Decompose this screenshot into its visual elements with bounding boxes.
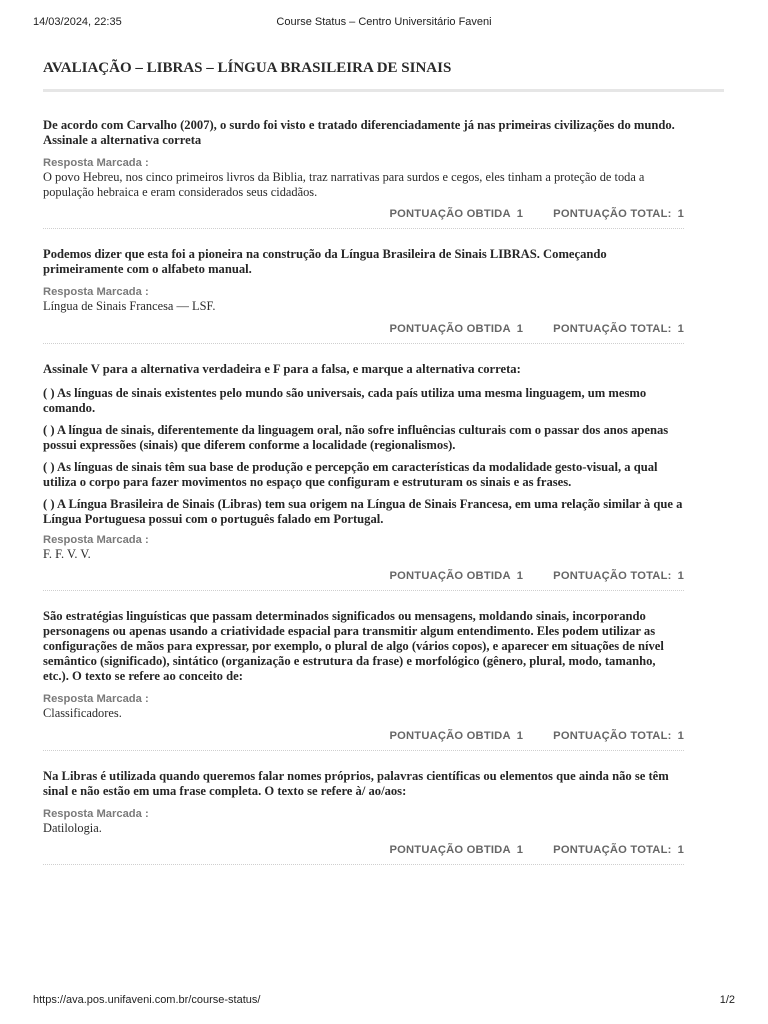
score-row bbox=[43, 844, 684, 856]
answer-label: Resposta Marcada : bbox=[43, 533, 149, 546]
score-total bbox=[553, 570, 684, 582]
score-total-value: 1 bbox=[677, 208, 684, 220]
answer-text: Classificadores. bbox=[43, 706, 122, 720]
question-statement: ( ) As línguas de sinais existentes pelo mundo são universais, cada país utiliza uma mesma linguagem, um mesmo comando. bbox=[43, 385, 647, 415]
question-text: Assinale V para a alternativa verdadeira e F para a falsa, e marque a alternativa correta: bbox=[43, 361, 521, 376]
question-block bbox=[43, 763, 684, 866]
page-title: AVALIAÇÃO – LIBRAS – LÍNGUA BRASILEIRA DE SINAIS bbox=[43, 60, 724, 92]
score-total-label: PONTUAÇÃO TOTAL: bbox=[553, 844, 672, 856]
question-statement: ( ) As línguas de sinais têm sua base de produção e percepção em características da modalidade gesto-visual, a qual utiliza o corpo para fazer movimentos no espaço que configuram e estruturam os sinais e as frases. bbox=[43, 459, 658, 489]
score-total-value: 1 bbox=[677, 844, 684, 856]
question-block bbox=[43, 112, 684, 229]
question-text: Na Libras é utilizada quando queremos falar nomes próprios, palavras científicas ou elementos que ainda não se têm sinal e não estão em uma frase completa. O texto se refere à/ ao/aos: bbox=[43, 768, 669, 798]
question-statement: ( ) A Língua Brasileira de Sinais (Libras) tem sua origem na Língua de Sinais Francesa, em uma relação similar à que a Língua Portuguesa possui com o português falado em Portugal. bbox=[43, 496, 683, 526]
question-block bbox=[43, 241, 684, 344]
question-text: São estratégias linguísticas que passam determinados significados ou mensagens, moldando sinais, incorporando personagens ou apenas usando a criatividade espacial para transmitir algum entendimento. Eles podem utilizar as configurações de mãos para expressar, por exemplo, o plural de algo (vários copos), e aparecer em situações de nível semântico (significado), sintático (organização e estrutura da frase) e morfológico (gênero, plural, modo, tamanho, etc.). O texto se refere ao conceito de: bbox=[43, 609, 664, 683]
question-block bbox=[43, 603, 684, 751]
score-obtained-value: 1 bbox=[516, 844, 524, 856]
answer-label: Resposta Marcada : bbox=[43, 807, 149, 820]
score-total bbox=[553, 323, 684, 335]
score-obtained bbox=[389, 844, 523, 856]
score-obtained-value: 1 bbox=[516, 322, 524, 335]
score-total-label: PONTUAÇÃO TOTAL: bbox=[553, 729, 672, 742]
print-page-number: 1/2 bbox=[719, 994, 735, 1006]
score-total-label: PONTUAÇÃO TOTAL: bbox=[553, 208, 672, 220]
answer-label: Resposta Marcada : bbox=[43, 693, 149, 705]
print-datetime: 14/03/2024, 22:35 bbox=[33, 16, 122, 28]
score-obtained bbox=[389, 730, 523, 742]
score-row bbox=[43, 570, 684, 582]
score-obtained-label: PONTUAÇÃO OBTIDA bbox=[389, 322, 511, 335]
score-row bbox=[43, 208, 684, 220]
score-total bbox=[553, 730, 684, 742]
score-total-label: PONTUAÇÃO TOTAL: bbox=[553, 570, 672, 582]
score-total bbox=[553, 844, 684, 856]
print-header bbox=[33, 16, 735, 30]
score-obtained-value: 1 bbox=[516, 570, 524, 582]
score-obtained bbox=[389, 570, 523, 582]
score-obtained-value: 1 bbox=[516, 208, 524, 220]
score-obtained-label: PONTUAÇÃO OBTIDA bbox=[389, 844, 511, 856]
answer-text: Língua de Sinais Francesa — LSF. bbox=[43, 299, 216, 313]
question-block bbox=[43, 356, 684, 592]
score-total-value: 1 bbox=[677, 570, 684, 582]
score-obtained-label: PONTUAÇÃO OBTIDA bbox=[389, 729, 511, 742]
score-total-label: PONTUAÇÃO TOTAL: bbox=[553, 322, 672, 335]
score-obtained-label: PONTUAÇÃO OBTIDA bbox=[389, 208, 511, 220]
score-total bbox=[553, 208, 684, 220]
answer-text: O povo Hebreu, nos cinco primeiros livros da Biblia, traz narrativas para surdos e cegos, eles tinham a proteção de toda a população hebraica e eram considerados seus cidadãos. bbox=[43, 170, 645, 199]
score-obtained-value: 1 bbox=[516, 729, 524, 742]
print-url: https://ava.pos.unifaveni.com.br/course-status/ bbox=[33, 994, 261, 1006]
print-document-title: Course Status – Centro Universitário Faveni bbox=[276, 16, 492, 28]
answer-text: Datilologia. bbox=[43, 820, 102, 835]
answer-label: Resposta Marcada : bbox=[43, 157, 149, 169]
question-text: Podemos dizer que esta foi a pioneira na construção da Língua Brasileira de Sinais LIBRAS. Começando primeiramente com o alfabeto manual. bbox=[43, 247, 607, 276]
score-obtained bbox=[389, 323, 523, 335]
score-total-value: 1 bbox=[677, 322, 684, 335]
question-text: De acordo com Carvalho (2007), o surdo foi visto e tratado diferenciadamente já nas primeiras civilizações do mundo. Assinale a alternativa correta bbox=[43, 118, 675, 147]
answer-text: F. F. V. V. bbox=[43, 546, 91, 561]
score-total-value: 1 bbox=[677, 729, 684, 742]
question-statement: ( ) A língua de sinais, diferentemente da linguagem oral, não sofre influências culturais com o passar dos anos apenas possui expressões (sinais) que diferem conforme a localidade (regionalismos). bbox=[43, 422, 669, 452]
score-obtained-label: PONTUAÇÃO OBTIDA bbox=[389, 570, 511, 582]
print-footer bbox=[33, 994, 735, 1008]
answer-label: Resposta Marcada : bbox=[43, 286, 149, 298]
questions-list bbox=[43, 112, 684, 877]
score-row bbox=[43, 323, 684, 335]
score-row bbox=[43, 730, 684, 742]
score-obtained bbox=[389, 208, 523, 220]
